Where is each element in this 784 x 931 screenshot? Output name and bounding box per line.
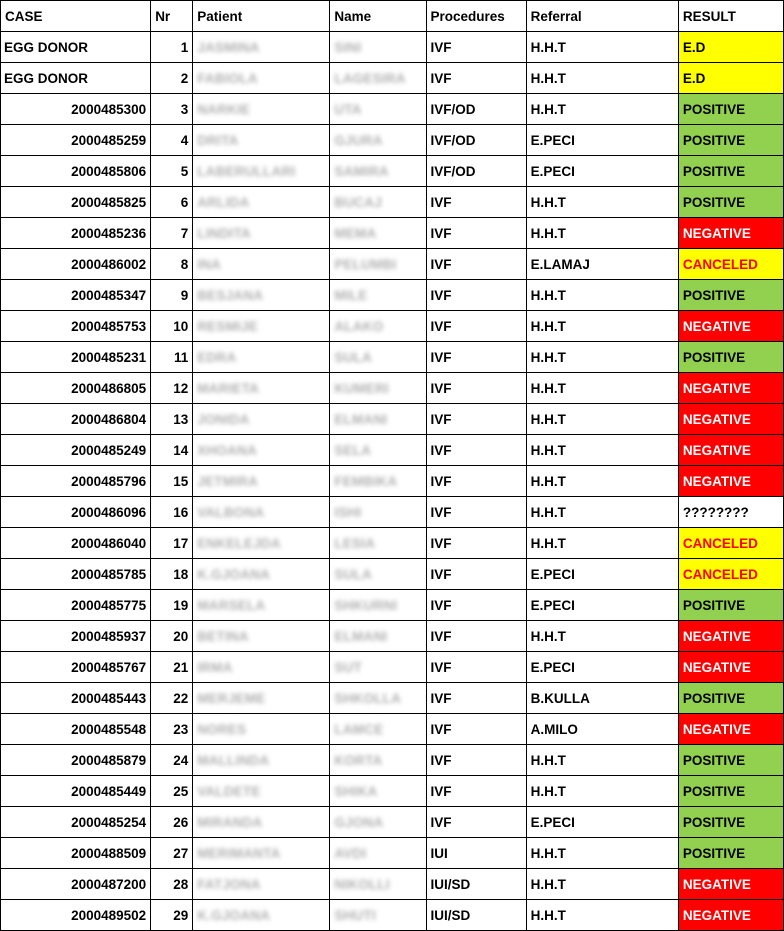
- cell-case: 2000485300: [1, 94, 151, 125]
- cell-referral: H.H.T: [526, 218, 678, 249]
- status-badge: NEGATIVE: [678, 652, 783, 683]
- cell-case: 2000485231: [1, 342, 151, 373]
- cell-referral: H.H.T: [526, 497, 678, 528]
- table-row: [1, 404, 784, 435]
- cell-nr: 11: [151, 342, 193, 373]
- cell-procedures: IUI: [426, 838, 526, 869]
- cell-name: SHUTI: [330, 900, 426, 931]
- table-row: [1, 125, 784, 156]
- status-badge: NEGATIVE: [678, 404, 783, 435]
- cell-procedures: IVF: [426, 745, 526, 776]
- table-row: [1, 311, 784, 342]
- cell-name: ISHI: [330, 497, 426, 528]
- table-body: [1, 32, 784, 931]
- cell-referral: H.H.T: [526, 187, 678, 218]
- column-header-result: RESULT: [678, 1, 783, 32]
- cell-case: 2000487200: [1, 869, 151, 900]
- table-row: [1, 590, 784, 621]
- cell-procedures: IVF: [426, 311, 526, 342]
- status-badge: NEGATIVE: [678, 218, 783, 249]
- status-badge: NEGATIVE: [678, 466, 783, 497]
- status-badge: NEGATIVE: [678, 714, 783, 745]
- cell-patient: BETINA: [193, 621, 330, 652]
- cell-referral: E.PECI: [526, 559, 678, 590]
- cell-case: 2000485347: [1, 280, 151, 311]
- column-header-patient: Patient: [193, 1, 330, 32]
- table-row: [1, 466, 784, 497]
- cell-referral: E.PECI: [526, 156, 678, 187]
- table-row: [1, 218, 784, 249]
- cell-case: 2000486096: [1, 497, 151, 528]
- cell-case: EGG DONOR: [1, 32, 151, 63]
- cell-referral: H.H.T: [526, 280, 678, 311]
- cell-case: 2000485806: [1, 156, 151, 187]
- cell-name: LAMCE: [330, 714, 426, 745]
- status-badge: POSITIVE: [678, 590, 783, 621]
- cell-procedures: IVF: [426, 807, 526, 838]
- table-row: [1, 652, 784, 683]
- cell-referral: A.MILO: [526, 714, 678, 745]
- cell-nr: 28: [151, 869, 193, 900]
- cell-nr: 23: [151, 714, 193, 745]
- cell-patient: MERIMANTA: [193, 838, 330, 869]
- cell-nr: 14: [151, 435, 193, 466]
- status-badge: CANCELED: [678, 249, 783, 280]
- status-badge: POSITIVE: [678, 745, 783, 776]
- cell-name: AVDI: [330, 838, 426, 869]
- cell-procedures: IVF/OD: [426, 125, 526, 156]
- cell-name: MILE: [330, 280, 426, 311]
- cell-nr: 29: [151, 900, 193, 931]
- cell-referral: E.PECI: [526, 652, 678, 683]
- cell-patient: ENKELEJDA: [193, 528, 330, 559]
- cell-nr: 4: [151, 125, 193, 156]
- cell-procedures: IVF: [426, 528, 526, 559]
- cell-referral: E.PECI: [526, 590, 678, 621]
- cell-referral: E.LAMAJ: [526, 249, 678, 280]
- cell-case: 2000485449: [1, 776, 151, 807]
- cell-patient: MERJEME: [193, 683, 330, 714]
- cell-procedures: IVF: [426, 683, 526, 714]
- cell-procedures: IVF: [426, 776, 526, 807]
- table-row: [1, 900, 784, 931]
- status-badge: NEGATIVE: [678, 373, 783, 404]
- table-row: [1, 776, 784, 807]
- cell-case: 2000486805: [1, 373, 151, 404]
- cell-patient: MARIETA: [193, 373, 330, 404]
- status-badge: E.D: [678, 32, 783, 63]
- cell-case: 2000485443: [1, 683, 151, 714]
- cell-case: 2000489502: [1, 900, 151, 931]
- cell-case: 2000485254: [1, 807, 151, 838]
- cell-case: 2000485259: [1, 125, 151, 156]
- cell-case: 2000485753: [1, 311, 151, 342]
- cell-name: PELUMBI: [330, 249, 426, 280]
- cell-patient: JASMINA: [193, 32, 330, 63]
- cell-referral: H.H.T: [526, 528, 678, 559]
- status-badge: NEGATIVE: [678, 869, 783, 900]
- table-row: [1, 838, 784, 869]
- cell-patient: K.GJOANA: [193, 900, 330, 931]
- cell-procedures: IVF: [426, 249, 526, 280]
- status-badge: POSITIVE: [678, 125, 783, 156]
- cell-nr: 10: [151, 311, 193, 342]
- cell-name: SELA: [330, 435, 426, 466]
- cell-nr: 12: [151, 373, 193, 404]
- status-badge: ????????: [678, 497, 783, 528]
- cell-patient: VALDETE: [193, 776, 330, 807]
- cell-name: SAMIRA: [330, 156, 426, 187]
- table-row: [1, 373, 784, 404]
- cell-procedures: IVF: [426, 652, 526, 683]
- cell-case: 2000485775: [1, 590, 151, 621]
- cell-nr: 7: [151, 218, 193, 249]
- cell-procedures: IVF: [426, 32, 526, 63]
- cell-patient: VALBONA: [193, 497, 330, 528]
- table-row: [1, 528, 784, 559]
- column-header-case: CASE: [1, 1, 151, 32]
- status-badge: CANCELED: [678, 528, 783, 559]
- cell-patient: IRMA: [193, 652, 330, 683]
- cell-patient: INA: [193, 249, 330, 280]
- cell-case: 2000485825: [1, 187, 151, 218]
- cell-patient: LABERULLARI: [193, 156, 330, 187]
- table-row: [1, 745, 784, 776]
- cell-name: SULA: [330, 342, 426, 373]
- cell-patient: FABIOLA: [193, 63, 330, 94]
- cell-name: LESIA: [330, 528, 426, 559]
- cell-referral: H.H.T: [526, 621, 678, 652]
- cell-procedures: IVF/OD: [426, 94, 526, 125]
- cell-procedures: IUI/SD: [426, 869, 526, 900]
- cell-name: KORTA: [330, 745, 426, 776]
- cell-case: 2000485796: [1, 466, 151, 497]
- cell-nr: 2: [151, 63, 193, 94]
- cell-procedures: IVF: [426, 342, 526, 373]
- cell-nr: 27: [151, 838, 193, 869]
- cell-nr: 6: [151, 187, 193, 218]
- table-row: [1, 249, 784, 280]
- cell-name: GJURA: [330, 125, 426, 156]
- cell-procedures: IVF: [426, 714, 526, 745]
- cell-patient: NORES: [193, 714, 330, 745]
- cell-nr: 20: [151, 621, 193, 652]
- cell-referral: H.H.T: [526, 869, 678, 900]
- cell-patient: EDRA: [193, 342, 330, 373]
- cell-case: 2000488509: [1, 838, 151, 869]
- cell-patient: MALLINDA: [193, 745, 330, 776]
- cell-procedures: IVF: [426, 621, 526, 652]
- cell-referral: H.H.T: [526, 435, 678, 466]
- cell-nr: 3: [151, 94, 193, 125]
- cell-patient: XHOANA: [193, 435, 330, 466]
- cell-case: 2000485937: [1, 621, 151, 652]
- cell-procedures: IVF: [426, 466, 526, 497]
- cell-name: ELMANI: [330, 404, 426, 435]
- cell-nr: 1: [151, 32, 193, 63]
- cell-procedures: IVF: [426, 187, 526, 218]
- cell-procedures: IVF: [426, 373, 526, 404]
- cell-patient: JONIDA: [193, 404, 330, 435]
- cell-nr: 18: [151, 559, 193, 590]
- cell-referral: H.H.T: [526, 63, 678, 94]
- cell-name: NIKOLLI: [330, 869, 426, 900]
- status-badge: NEGATIVE: [678, 900, 783, 931]
- cell-patient: FATJONA: [193, 869, 330, 900]
- cell-patient: RESMIJE: [193, 311, 330, 342]
- cell-procedures: IVF: [426, 435, 526, 466]
- cell-procedures: IVF: [426, 559, 526, 590]
- cell-name: BUCAJ: [330, 187, 426, 218]
- cell-referral: B.KULLA: [526, 683, 678, 714]
- cell-name: LAGESIRA: [330, 63, 426, 94]
- cell-nr: 19: [151, 590, 193, 621]
- cell-procedures: IVF/OD: [426, 156, 526, 187]
- table-row: [1, 621, 784, 652]
- column-header-nr: Nr: [151, 1, 193, 32]
- status-badge: POSITIVE: [678, 683, 783, 714]
- cell-nr: 25: [151, 776, 193, 807]
- cell-name: KUMERI: [330, 373, 426, 404]
- table-row: [1, 94, 784, 125]
- cell-name: SULA: [330, 559, 426, 590]
- table-row: [1, 32, 784, 63]
- cell-case: 2000485548: [1, 714, 151, 745]
- cell-procedures: IVF: [426, 218, 526, 249]
- cell-case: 2000485785: [1, 559, 151, 590]
- cell-procedures: IVF: [426, 63, 526, 94]
- cell-case: 2000485249: [1, 435, 151, 466]
- cell-nr: 16: [151, 497, 193, 528]
- cell-name: SUT: [330, 652, 426, 683]
- status-badge: POSITIVE: [678, 342, 783, 373]
- cell-procedures: IUI/SD: [426, 900, 526, 931]
- cell-case: EGG DONOR: [1, 63, 151, 94]
- cell-name: ELMANI: [330, 621, 426, 652]
- cell-referral: H.H.T: [526, 776, 678, 807]
- cell-referral: H.H.T: [526, 373, 678, 404]
- cell-name: FEMBIKA: [330, 466, 426, 497]
- cell-nr: 5: [151, 156, 193, 187]
- status-badge: NEGATIVE: [678, 311, 783, 342]
- status-badge: NEGATIVE: [678, 621, 783, 652]
- cell-name: GJONA: [330, 807, 426, 838]
- table-row: [1, 683, 784, 714]
- cell-patient: JETMIRA: [193, 466, 330, 497]
- cell-nr: 13: [151, 404, 193, 435]
- cell-case: 2000485879: [1, 745, 151, 776]
- status-badge: POSITIVE: [678, 94, 783, 125]
- cell-referral: E.PECI: [526, 807, 678, 838]
- cell-procedures: IVF: [426, 590, 526, 621]
- column-header-procedures: Procedures: [426, 1, 526, 32]
- table-row: [1, 342, 784, 373]
- cell-referral: H.H.T: [526, 342, 678, 373]
- cell-procedures: IVF: [426, 404, 526, 435]
- cell-referral: H.H.T: [526, 838, 678, 869]
- cell-patient: MIRANDA: [193, 807, 330, 838]
- cell-nr: 9: [151, 280, 193, 311]
- cell-referral: H.H.T: [526, 404, 678, 435]
- cell-case: 2000486002: [1, 249, 151, 280]
- status-badge: POSITIVE: [678, 187, 783, 218]
- cell-patient: DRITA: [193, 125, 330, 156]
- cell-patient: MARSELA: [193, 590, 330, 621]
- status-badge: NEGATIVE: [678, 435, 783, 466]
- column-header-referral: Referral: [526, 1, 678, 32]
- cell-patient: LINDITA: [193, 218, 330, 249]
- cell-nr: 22: [151, 683, 193, 714]
- cell-nr: 21: [151, 652, 193, 683]
- cell-name: SHIKA: [330, 776, 426, 807]
- cell-referral: H.H.T: [526, 745, 678, 776]
- status-badge: POSITIVE: [678, 156, 783, 187]
- cell-procedures: IVF: [426, 497, 526, 528]
- column-header-name: Name: [330, 1, 426, 32]
- status-badge: POSITIVE: [678, 776, 783, 807]
- cell-procedures: IVF: [426, 280, 526, 311]
- cell-nr: 26: [151, 807, 193, 838]
- cell-case: 2000486804: [1, 404, 151, 435]
- cell-referral: H.H.T: [526, 32, 678, 63]
- cell-patient: BESJANA: [193, 280, 330, 311]
- cell-referral: E.PECI: [526, 125, 678, 156]
- table-row: [1, 869, 784, 900]
- table-row: [1, 63, 784, 94]
- cell-name: SHKOLLA: [330, 683, 426, 714]
- cell-referral: H.H.T: [526, 94, 678, 125]
- cell-name: UTA: [330, 94, 426, 125]
- status-badge: CANCELED: [678, 559, 783, 590]
- status-badge: E.D: [678, 63, 783, 94]
- cell-name: ALAKO: [330, 311, 426, 342]
- cell-nr: 8: [151, 249, 193, 280]
- table-row: [1, 435, 784, 466]
- table-row: [1, 714, 784, 745]
- cell-nr: 15: [151, 466, 193, 497]
- cell-referral: H.H.T: [526, 466, 678, 497]
- table-row: [1, 559, 784, 590]
- cell-name: SINI: [330, 32, 426, 63]
- cell-case: 2000485767: [1, 652, 151, 683]
- table-row: [1, 497, 784, 528]
- table-header-row: [1, 1, 784, 32]
- cell-nr: 24: [151, 745, 193, 776]
- table-row: [1, 280, 784, 311]
- cell-nr: 17: [151, 528, 193, 559]
- cell-case: 2000485236: [1, 218, 151, 249]
- status-badge: POSITIVE: [678, 807, 783, 838]
- table-row: [1, 187, 784, 218]
- table-row: [1, 156, 784, 187]
- cell-name: MEMA: [330, 218, 426, 249]
- status-badge: POSITIVE: [678, 838, 783, 869]
- cell-patient: K.GJOANA: [193, 559, 330, 590]
- status-badge: POSITIVE: [678, 280, 783, 311]
- cell-referral: H.H.T: [526, 311, 678, 342]
- table-row: [1, 807, 784, 838]
- cell-case: 2000486040: [1, 528, 151, 559]
- cell-patient: ARLIDA: [193, 187, 330, 218]
- cell-name: SHKURNI: [330, 590, 426, 621]
- cell-referral: H.H.T: [526, 900, 678, 931]
- cell-patient: NARKIE: [193, 94, 330, 125]
